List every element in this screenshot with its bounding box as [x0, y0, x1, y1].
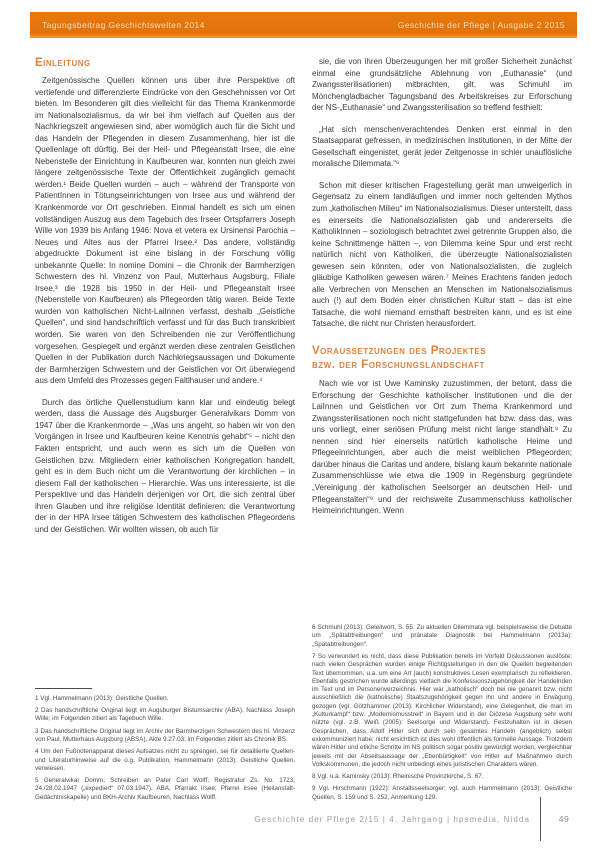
- footnote: 7 So verwundert es nicht, dass diese Publikation bereits im Vorfeld Diskussionen auslöste; nach vielen Gesprächen wurden einige Richtigstellungen in den die Quellen begleitenden Text übernommen, u.a. um eine Art (auch) konstruktives Lesen exemplarisch zu reflektieren. Ebenfalls gestrichen wurde allerdings vielfach die Konfessionszugehörigkeit der Handelnden im Text und im Personenverzeichnis. Hier war „katholisch“ doch bei nie genannt bzw. nicht ausschließlich die (katholische) Staatszugehörigkeit gegen ihn und andere in Erwägung gezogen (vgl. Götzhammer (2013): Kirchlicher Widerstand), eine Gelegenheit, die man im „Kulturkampf“ bzw. „Modernismusstreit“ in Bayern und in der Diözese Augsburg sehr wohl nützte (vgl. z.B. Weiß (2005): Seelsorge und Widerstand). Festzuhalten ist in diesen Gesprächen, dass Adolf Hitler sich durch sein gesamtes Handeln (angeblich) selbst exkommuniziert habe; nicht ersichtlich ist dies wohl öffentlich als formelle Aussage. Trotzdem wären Hitler und etliche Schritte im NS politisch sogar positiv gewürdigt worden, vergleichbar jeweils mit der Abseitsaussage der „Ebenbürtigkeit“ von Hitler auf Maßnahmen durch Volkskommunen, die jedoch nicht unbedingt eines juristischen Charakters wären.: [312, 652, 572, 768]
- header-left-label: Tagungsbeitrag Geschichtswelten 2014: [42, 20, 205, 30]
- journal-citation-line: Geschichte der Pflege 2/15 | 4. Jahrgang | hpsmedia, Nidda: [254, 814, 530, 824]
- section-heading-voraussetzungen: [312, 344, 572, 372]
- body-paragraph: Zeitgenössische Quellen können uns über ihre Perspektive oft vertiefende und differenzierte Eindrücke von den Geschehnissen vor Ort bieten. Im Besonderen gilt dies vielleicht für das Thema Krankenmorde im Nationalsozialismus, da wir bei ihm vielfach auf Quellen aus der Nachkriegszeit angewiesen sind, aber womöglich auch für die Sicht und das Handeln der Pflegenden in diesem Zusammenhang, hier ist die Quellenlage oft dürftig. Bei der Heil- und Pflegeanstalt Irsee, die eine Nebenstelle der Einrichtung in Kaufbeuren war, konnten nun gleich zwei längere zeitgenössische Texte der Öffentlichkeit zugänglich gemacht werden.¹ Beide Quellen wurden – auch – während der Transporte von PatientInnen in Tötungseinrichtungen von Irsee aus und während der Krankenmorde vor Ort geschrieben. Einmal handelt es sich um einen vollständigen Auszug aus dem Tagebuch des Irseer Ortspfarrers Joseph Wille von 1939 bis Anfang 1946: Nova et vetera ex Ursinensi Parochia – Neues und Altes aus der Pfarrei Irsee.² Das andere, vollständig abgedruckte Dokument ist eine bislang in der Forschung völlig unbekannte Quelle: In nomine Domini – die Chronik der Barmherzigen Schwestern des hl. Vinzenz von Paul, Mutterhaus Augsburg, Filiale Irsee,³ die 1928 bis 1950 in der Heil- und Pflegeanstalt Irsee (Nebenstelle von Kaufbeuren) als Pflegeorden tätig waren. Beide Texte wurden von katholischen Nicht-LaiInnen verfasst, deshalb „Geistliche Quellen“, und sind handschriftlich verfasst und für das Buch transkribiert worden. Sie waren von den Schreibenden nie zur Veröffentlichung vorgesehen. Gespiegelt und ergänzt werden diese zentralen Geistlichen Quellen in der Publikation durch Nachkriegsaussagen und Dokumente der Barmherzigen Schwestern und der Geistlichen vor Ort überwiegend aus dem Umfeld des Prozesses gegen Faltlhauser und andere.⁴: [35, 76, 295, 386]
- footnote: 5 Generalvikar Domm, Schreiben an Pater Carl Wolff, Registratur Zs. No. 1723, 24./28.02.1947 („expediert“ 07.03.1947), ABA, Pfarrakt Irsee, Pfarrei Irsee (Heilanstalt-Gedächtniskapelle) und BKH-Archiv Kaufbeuren, Nachlass Wolff.: [35, 777, 295, 801]
- body-paragraph: Schon mit dieser kritischen Fragestellung gerät man unweigerlich in Gegensatz zu einem landläufigen und immer noch geltenden Mythos zum „katholischen Milieu“ im Nationalsozialismus. Dieser unterstellt, dass es einerseits die Nationalsozialisten gab und andererseits die KatholikInnen – soziologisch betrachtet zwei getrennte Gruppen also, die keine Schnittmenge hätten –, von Dilemma keine Spur und erst recht natürlich nicht von Katholiken, die überzeugte Nationalsozialisten gewesen sein könnten, oder von Nationalsozialisten, die zugleich gläubige Katholiken gewesen wären.⁷ Meines Erachtens fanden jedoch alle Verbrechen von Menschen an Menschen im Nationalsozialismus auch (!) auf dem Boden einer christlichen Kultur statt – das ist eine Tatsache, die wohl niemand ernsthaft bestreiten kann, und es ist eine Tatsache, die nicht nur Christen herausfordert.: [312, 180, 572, 329]
- right-column: [312, 56, 572, 802]
- footnote: 4 Um den Fußnotenapparat dieses Aufsatzes nicht zu sprengen, sei für detaillierte Quellen- und Literaturhinweise auf die o.g. Publikation, Hammelmann (2013): Geistliche Quellen, verwiesen.: [35, 748, 295, 772]
- footnote: 9 Vgl. Hirschmann (1922): Anstaltsseelsorger; vgl. auch Hammelmann (2013): Geistliche Quellen, S. 159 und S. 252, Anmerkung 129.: [312, 785, 572, 801]
- section-heading-einleitung: Einleitung: [35, 57, 91, 69]
- body-paragraph: sie, die von ihren Überzeugungen her mit großer Sicherheit zunächst einmal eine grundsätzliche Ablehnung von „Euthanasie“ (und Zwangssterilisationen) mitbrachten, gilt, was Schmuhl im Mönchengladbacher Tagungsband des Arbeitskreises zur Erforschung der NS-„Euthanasie“ und Zwangssterilisation so treffend festhielt:: [312, 57, 572, 113]
- body-paragraph: Durch das örtliche Quellenstudium kann klar und eindeutig belegt werden, dass die Aussage des Augsburger Generalvikars Domm von 1947 über die Krankenmorde – „Was uns angeht, so haben wir von den Vorgängen in Irsee und Kaufbeuren keine Kenntnis gehabt“⁵ – nicht den Fakten entspricht, und auch wenn es sich um die Quellen von Geistlichen bzw. Mitgliedern einer katholischen Kongregation handelt, geht es in dem Buch nicht um die Verantwortung der kirchlichen – in diesem Fall der katholischen – Hierarchie. Was uns interessierte, ist die Perspektive und das Handeln derjenigen vor Ort, die sich zentral über ihren Glauben und ihre religiöse Identität definieren: die Verantwortung der in der HPA Irsee tätigen Schwestern des katholischen Pflegeordens und der Geistlichen. Wir wollten wissen, ob auch für: [35, 397, 295, 534]
- footnote: 3 Das handschriftliche Original liegt im Archiv der Barmherzigen Schwestern des hl. Vinzenz von Paul, Mutterhaus Augsburg (ABSA), Akte 9.27.03; im Folgenden zitiert als Chronik BS.: [35, 727, 295, 743]
- header-right-label: Geschichte der Pflege | Ausgabe 2 2015: [397, 20, 565, 30]
- left-footnotes: [35, 682, 295, 802]
- right-footnotes: [312, 618, 572, 802]
- page-number: 49: [558, 814, 570, 824]
- footnote: 2 Das handschriftliche Original liegt im Augsburger Bistumsarchiv (ABA), Nachlass Joseph Wille; im Folgenden zitiert als Tagebuch Wille.: [35, 707, 295, 723]
- page-footer: [0, 796, 577, 842]
- header-bar: [30, 12, 577, 38]
- footnote: 6 Schmuhl (2013): Geleitwort, S. 55. Zu aktuellen Dilemmata vgl. beispielsweise die Debatte um „Spätabtreibungen“ und pränatale Diagnostik bei Hammelmann (2013a): „Spätabtreibungen“.: [312, 624, 572, 648]
- footnote: 1 Vgl. Hammelmann (2013): Geistliche Quellen.: [35, 694, 169, 702]
- footnote: 8 Vgl. u.a. Kaminsky (2013): Rheinische Provinzkirche, S. 67.: [312, 773, 484, 781]
- footer-divider: [540, 797, 541, 841]
- heading-line: bzw. der Forschungslandschaft: [312, 359, 485, 372]
- body-paragraph: Nach wie vor ist Uwe Kaminsky zuzustimmen, der betont, dass die Erforschung der Geschichte katholischer Institutionen und die der LaiInnen und Geistlichen vor Ort zum Thema Krankenmord und Zwangssterilisationen noch nicht stattgefunden hat bzw. dass das, was uns vorliegt, einer seriösen Prüfung meist nicht lange standhält.⁸ Zu nennen sind hier einerseits natürlich katholische Heime und Pflegeeinrichtungen, aber auch die meist weiblichen Pflegeorden; darüber hinaus die Caritas und andere, bislang kaum bekannte nationale Zusammenschlüsse wie etwa die 1909 in Regensburg gegründete „Vereinigung der katholischen Seelsorger an deutschen Heil- und Pflegeanstalten“⁹ und der reichsweite Zusammenschluss katholischer Heimeinrichtungen. Wenn: [312, 379, 572, 516]
- footnote-rule: [35, 688, 92, 689]
- article-body: [35, 56, 572, 802]
- heading-line: Voraussetzungen des Projektes: [312, 345, 487, 358]
- quote-paragraph: „Hat sich menschenverachtendes Denken erst einmal in den Staatsapparat gefressen, in medizinischen Institutionen, in der Mitte der Gesellschaft eingenistet, gerät jeder Zeitgenosse in schier unauflösliche moralische Dilemmata.“⁶: [312, 124, 572, 169]
- left-column: [35, 56, 295, 802]
